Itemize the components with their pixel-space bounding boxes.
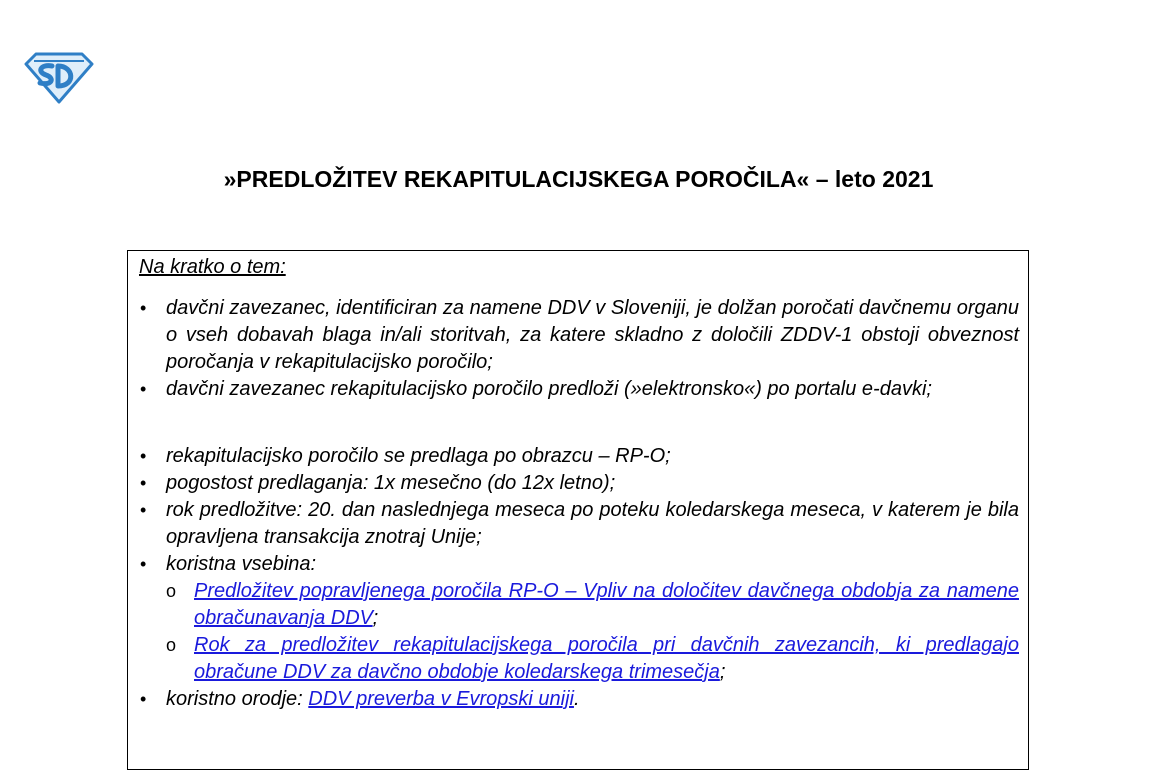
sd-shield-logo-icon [22, 50, 96, 104]
list-item-text: pogostost predlaganja: 1x mesečno (do 12x letno); [166, 472, 616, 494]
list-item [128, 686, 1028, 713]
list-item [128, 376, 1028, 403]
circle-bullet-icon: o [166, 581, 177, 601]
bullet-icon: • [140, 689, 147, 709]
list-item-text: davčni zavezanec rekapitulacijsko poročilo predloži (»elektronsko«) po portalu e-davki; [166, 378, 932, 400]
list-item-text: koristna vsebina: [166, 553, 317, 575]
list-item-suffix: . [573, 688, 580, 710]
link-rok-predlozitve[interactable]: Rok za predložitev rekapitulacijskega poročila pri davčnih zavezancih, ki predlagajo obračune DDV za davčno obdobje koledarskega trimesečja [194, 634, 1019, 683]
summary-box [127, 250, 1029, 770]
bullet-icon: • [140, 554, 147, 574]
sub-list-item [166, 578, 1019, 632]
list-item-text: rok predložitve: 20. dan naslednjega meseca po poteku koledarskega meseca, v katerem je bila opravljena transakcija znotraj Unije; [166, 499, 1019, 548]
list-item [128, 551, 1028, 686]
summary-heading: Na kratko o tem: [139, 256, 286, 278]
link-ddv-preverba[interactable]: DDV preverba v Evropski uniji [308, 688, 574, 710]
list-item-text: davčni zavezanec, identificiran za namene DDV v Sloveniji, je dolžan poročati davčnemu organu o vseh dobavah blaga in/ali storitvah, za katere skladno z določili ZDDV-1 obstoji obveznost poročanja v rekapitulacijsko poročilo; [166, 297, 1019, 373]
bullet-icon: • [140, 446, 147, 466]
list-item-text: rekapitulacijsko poročilo se predlaga po obrazcu – RP-O; [166, 445, 671, 467]
sub-list-item [166, 632, 1019, 686]
bullet-icon: • [140, 379, 147, 399]
sub-item-suffix: ; [372, 607, 379, 629]
link-popravljeno-porocilo[interactable]: Predložitev popravljenega poročila RP-O – Vpliv na določitev davčnega obdobja za namene obračunavanja DDV [194, 580, 1019, 629]
bullet-icon: • [140, 473, 147, 493]
circle-bullet-icon: o [166, 635, 177, 655]
summary-list [128, 295, 1028, 713]
list-item-prefix: koristno orodje: [166, 688, 309, 710]
list-item [128, 443, 1028, 470]
sub-list [166, 578, 1019, 686]
bullet-icon: • [140, 500, 147, 520]
list-item [128, 497, 1028, 551]
page-title: »PREDLOŽITEV REKAPITULACIJSKEGA POROČILA« – leto 2021 [223, 166, 934, 192]
list-item [128, 470, 1028, 497]
bullet-icon: • [140, 298, 147, 318]
list-item [128, 295, 1028, 376]
sd-logo [22, 50, 96, 104]
sub-item-suffix: ; [719, 661, 726, 683]
